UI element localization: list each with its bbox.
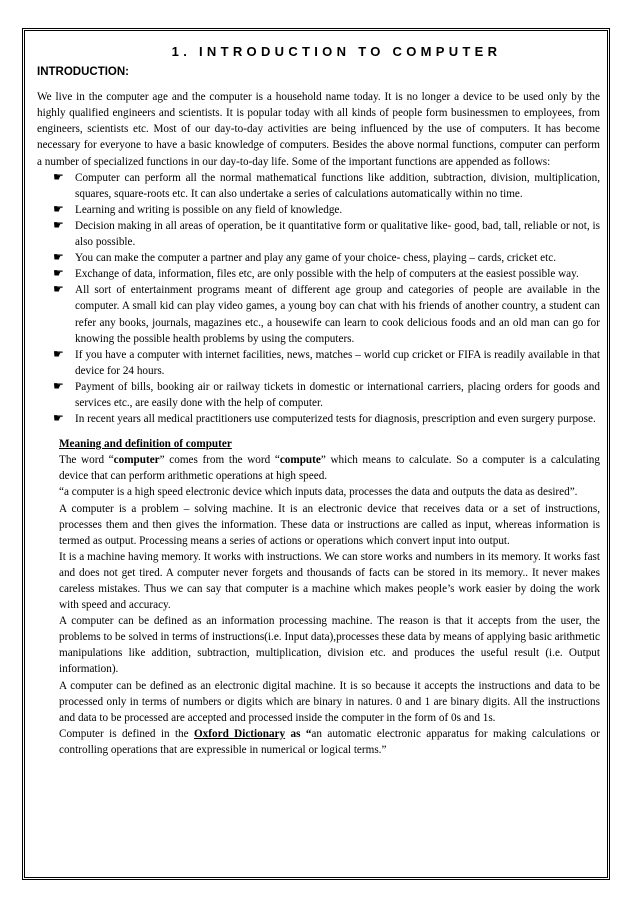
pointing-hand-icon: ☛ — [53, 282, 64, 297]
pointing-hand-icon: ☛ — [53, 217, 64, 232]
definition-paragraph: It is a machine having memory. It works with instructions. We can store works and numbers in its memory. It works fast and does not get tired. A computer never forgets and thousands of facts can be stored in its memory.. It never makes careless mistakes. Thus we can say that computer is a machine which makes people’s work easier by doing the work with speed and accuracy. — [59, 550, 600, 612]
pointing-hand-icon: ☛ — [53, 378, 64, 393]
list-item-text: All sort of entertainment programs meant of different age group and categories of people are available in the computer. A small kid can play video games, a young boy can chat with his friends of another country, a student can refer any books, journals, magazines etc., a housewife can learn to cook delicious foods and an old man can go for knowing the possible health problems by using the computers. — [75, 284, 600, 345]
list-item-text: You can make the computer a partner and play any game of your choice- chess, playing – cards, cricket etc. — [75, 252, 556, 265]
functions-list — [37, 170, 600, 428]
emphasis-computer: computer — [113, 454, 160, 467]
list-item — [53, 217, 600, 250]
pointing-hand-icon: ☛ — [53, 201, 64, 216]
pointing-hand-icon: ☛ — [53, 250, 64, 265]
intro-paragraph: We live in the computer age and the computer is a household name today. It is no longer a device to be used only by the highly qualified engineers and scientists. It is popular today with all kinds of people form businessmen to employees, from engineers, scientists etc. Most of our day-to-day activities are being influenced by the use of computers. It has become necessary for everyone to have a basic knowledge of computers. Besides the above normal functions, computer can perform a number of specialized functions in our day-to-day life. Some of the important functions are appended as follows: — [37, 91, 600, 168]
definition-paragraph: A computer is a problem – solving machine. It is an electronic device that receives data or a set of instructions, processes them and then gives the information. These data or instructions are called as input, whereas information is termed as output. Processing means a series of actions or operations which convert input into output. — [59, 502, 600, 547]
list-item-text: Computer can perform all the normal mathematical functions like addition, subtraction, division, multiplication, squares, square-roots etc. It can also undertake a series of calculations automatically within no time. — [75, 171, 600, 200]
list-item — [53, 169, 600, 202]
text-run: Computer is defined in the — [59, 727, 194, 740]
pointing-hand-icon: ☛ — [53, 169, 64, 184]
definition-paragraph — [59, 452, 600, 484]
definition-paragraph: A computer can be defined as an information processing machine. The reason is that it accepts from the user, the problems to be solved in terms of instructions(i.e. Input data),processes these data by means of applying basic arithmetic manipulations like addition, subtraction, multiplication, division etc. and produces the useful result (i.e. Output information). — [59, 615, 600, 676]
list-item — [53, 282, 600, 346]
list-item-text: Learning and writing is possible on any field of knowledge. — [75, 203, 343, 216]
text-run: ” comes from the word “ — [159, 454, 280, 467]
document-body — [37, 44, 600, 758]
page-title: 1. INTRODUCTION TO COMPUTER — [171, 44, 502, 59]
definition-paragraph: A computer can be defined as an electronic digital machine. It is so because it accepts the instructions and data to be processed only in terms of numbers or digits which are binary in natures. 0 and 1 are binary digits. All the instructions and data to be processed are accepted and processed inside the computer in the form of 0s and 1s. — [59, 679, 600, 724]
text-run: ” which means to calculate. So a computer is a calculating device that can perform arithmetic operations at high speed. — [59, 454, 600, 483]
pointing-hand-icon: ☛ — [53, 411, 64, 426]
list-item — [53, 250, 600, 266]
list-item — [53, 378, 600, 411]
pointing-hand-icon: ☛ — [53, 346, 64, 361]
list-item-text: If you have a computer with internet facilities, news, matches – world cup cricket or FIFA is readily available in that device for 24 hours. — [75, 348, 600, 377]
oxford-dictionary-ref: Oxford Dictionary — [193, 727, 286, 740]
list-item-text: Exchange of data, information, files etc, are only possible with the help of computers at the easiest possible way. — [75, 268, 579, 281]
definition-heading: Meaning and definition of computer — [59, 438, 232, 451]
pointing-hand-icon: ☛ — [53, 266, 64, 281]
list-item — [53, 201, 600, 218]
text-run: an automatic electronic apparatus for making calculations or controlling operations that are expressible in numerical or logical terms.” — [59, 727, 601, 756]
list-item-text: In recent years all medical practitioners use computerized tests for diagnosis, prescription and even surgery purpose. — [75, 413, 596, 426]
list-item — [53, 411, 600, 427]
section-heading: INTRODUCTION: — [37, 66, 129, 79]
emphasis-compute: compute — [279, 454, 321, 467]
list-item-text: Payment of bills, booking air or railway tickets in domestic or international carriers, placing orders for goods and services etc., are easily done with the help of computer. — [75, 380, 600, 409]
list-item-text: Decision making in all areas of operation, be it quantitative form or qualitative like- good, bad, tall, reliable or not, is also possible. — [75, 219, 600, 249]
definition-paragraph: “a computer is a high speed electronic device which inputs data, processes the data and outputs the data as desired”. — [59, 486, 578, 499]
definition-section — [37, 436, 600, 758]
list-item — [53, 346, 600, 379]
list-item — [53, 266, 600, 282]
definition-paragraph — [59, 726, 600, 758]
text-run: The word “ — [59, 454, 114, 467]
text-run: as “ — [285, 727, 312, 740]
